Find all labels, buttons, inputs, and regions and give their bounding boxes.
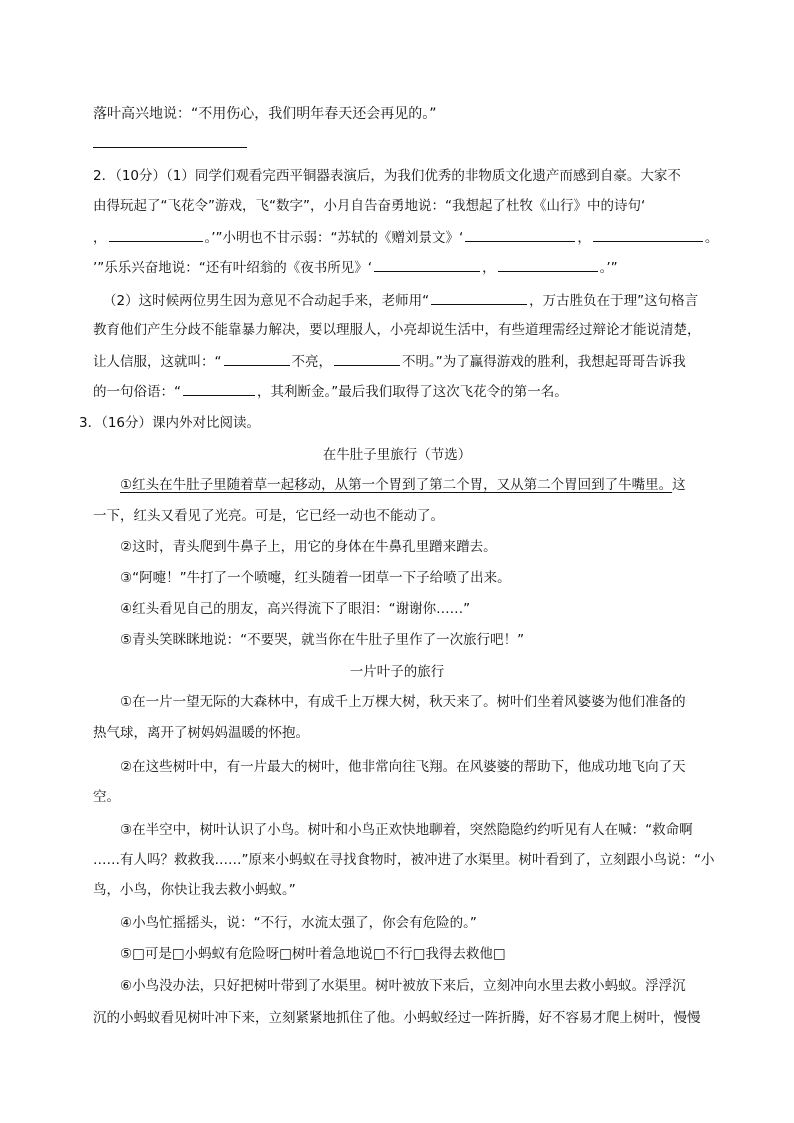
- q2-para1-line4: ’”乐乐兴奋地说：“还有叶绍翁的《夜书所见》‘ ， 。’”: [93, 257, 618, 278]
- q2-blank-proverb[interactable]: [183, 381, 255, 396]
- text2-para6-line1: ⑥小鸟没办法，只好把树叶带到了水渠里。树叶被放下来后，立刻冲向水里去救小蚂蚁。浮浮沉: [120, 978, 686, 994]
- text2-para3-line3: 鸟，小鸟，你快让我去救小蚂蚁。”: [93, 882, 296, 898]
- q2-blank-saying-2[interactable]: [334, 351, 400, 366]
- q2-blank-liujingwen-2[interactable]: [593, 227, 703, 242]
- q2-blank-yeshu-2[interactable]: [498, 257, 598, 272]
- q2-para2-line2: 教育他们产生分歧不能靠暴力解决，要以理服人，小亮却说生活中，有些道理需经过辩论才能说清楚，: [93, 322, 701, 338]
- q2-number: 2．（10分）: [93, 168, 167, 184]
- q2-para2-line4: 的一句俗语：“ ，其利断金。”最后我们取得了这次飞花令的第一名。: [93, 381, 568, 402]
- q2-blank-motto[interactable]: [431, 290, 527, 305]
- text1-para4: ④红头看见自己的朋友，高兴得流下了眼泪：“谢谢你……”: [120, 601, 471, 617]
- text2-para5-punctuation-exercise[interactable]: ⑤□可是□小蚂蚁有危险呀□树叶着急地说□不行□我得去救他□: [120, 946, 506, 962]
- q2-para1-line2: 由得玩起了“飞花令”游戏，飞“数字”，小月自告奋勇地说：“我想起了杜牧《山行》中的诗句‘: [93, 198, 646, 214]
- text1-title: 在牛肚子里旅行（节选）: [322, 447, 472, 463]
- q2-blank-yeshu-1[interactable]: [374, 257, 480, 272]
- text2-para6-line2: 沉的小蚂蚁看见树叶冲下来，立刻紧紧地抓住了他。小蚂蚁经过一阵折腾，好不容易才爬上树叶，慢慢: [93, 1010, 701, 1026]
- q2-para2-line3: 让人信服，这就叫：“ 不亮， 不明。”为了赢得游戏的胜利，我想起哥哥告诉我: [93, 351, 686, 372]
- text2-para2-line1: ②在这些树叶中，有一片最大的树叶，他非常向往飞翔。在风婆婆的帮助下，他成功地飞向了天: [120, 759, 686, 775]
- text1-para1-line2: 一下，红头又看见了光亮。可是，它已经一动也不能动了。: [93, 508, 444, 524]
- q2-blank-shanxing-2[interactable]: [109, 227, 203, 242]
- q2-para2-line1: （2）这时候两位男生因为意见不合动起手来，老师用“ ，万古胜负在于理”这句格言: [103, 290, 698, 311]
- text1-para3: ③“阿嚏！”牛打了一个喷嚏，红头随着一团草一下子给喷了出来。: [120, 570, 511, 586]
- q2-para1-line3: ， 。’”小明也不甘示弱：“苏轼的《赠刘景文》‘ ， 。: [93, 227, 718, 248]
- text2-para1-line1: ①在一片一望无际的大森林中，有成千上万棵大树，秋天来了。树叶们坐着风婆婆为他们准备的: [120, 694, 686, 710]
- text2-para1-line2: 热气球，离开了树妈妈温暖的怀抱。: [93, 725, 309, 741]
- q2-para1-line1: 2．（10分）（1）同学们观看完西平铜器表演后，为我们优秀的非物质文化遗产而感到自豪。大家不: [93, 168, 681, 184]
- text2-title: 一片叶子的旅行: [349, 664, 445, 680]
- text2-para4: ④小鸟忙摇摇头，说：“不行，水流太强了，你会有危险的。”: [120, 915, 477, 931]
- text2-para3-line1: ③在半空中，树叶认识了小鸟。树叶和小鸟正欢快地聊着，突然隐隐约约听见有人在喊：“救命啊: [120, 822, 693, 838]
- q2-blank-liujingwen-1[interactable]: [465, 227, 575, 242]
- q3-heading: 3．（16分）课内外对比阅读。: [79, 415, 261, 431]
- q1-answer-blank-line[interactable]: [93, 147, 247, 148]
- text2-para2-line2: 空。: [93, 789, 120, 805]
- text2-para3-line2: ……有人吗？救救我……”原来小蚂蚁在寻找食物时，被冲进了水渠里。树叶看到了，立刻跟小鸟说：“小: [93, 852, 715, 868]
- q2-blank-saying-1[interactable]: [224, 351, 290, 366]
- q1-leaf-speech: 落叶高兴地说：“不用伤心，我们明年春天还会再见的。”: [93, 106, 437, 122]
- text1-para2: ②这时，青头爬到牛鼻子上，用它的身体在牛鼻孔里蹭来蹭去。: [120, 539, 497, 555]
- text1-para5: ⑤青头笑眯眯地说：“不要哭，就当你在牛肚子里作了一次旅行吧！”: [120, 632, 525, 648]
- text1-para1-line1: ①红头在牛肚子里随着草一起移动，从第一个胃到了第二个胃，又从第二个胃回到了牛嘴里。这: [120, 477, 686, 493]
